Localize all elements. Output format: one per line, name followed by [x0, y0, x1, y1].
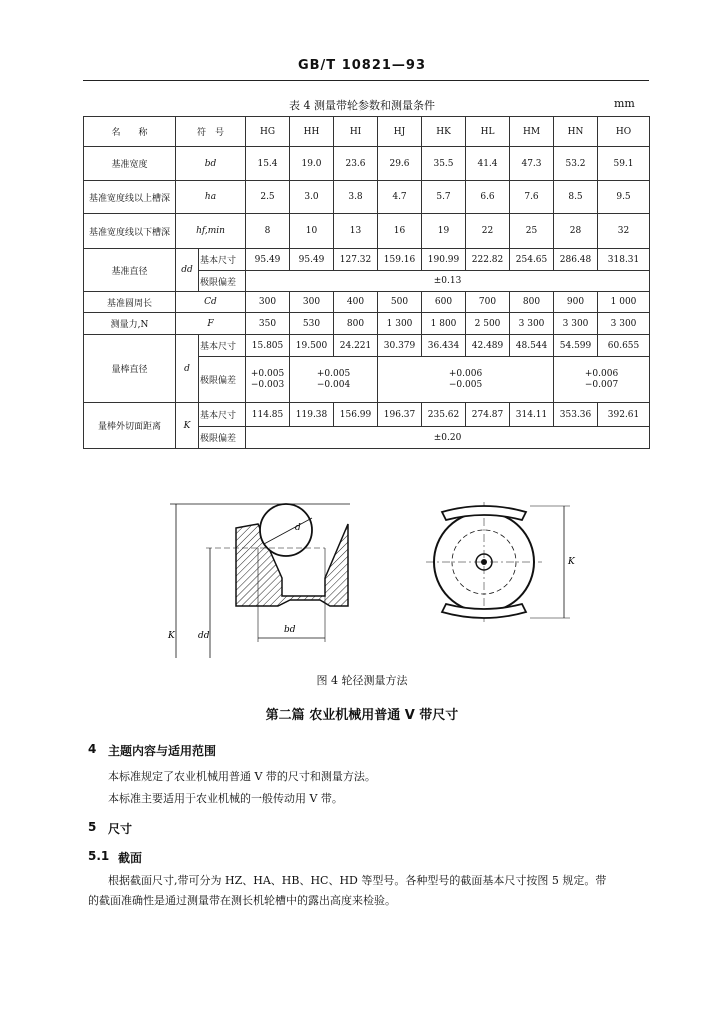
part-title: 第二篇 农业机械用普通 V 带尺寸 — [265, 708, 459, 723]
cell: 23.6 — [334, 147, 378, 181]
section-5-1-para-2: 的截面准确性是通过测量带在测长机轮槽中的露出高度来检验。 — [88, 894, 396, 907]
cell: 300 — [290, 292, 334, 313]
col-hj: HJ — [378, 117, 422, 147]
document-header: GB/T 10821—93 — [297, 58, 427, 73]
cell: 114.85 — [246, 403, 290, 427]
cell-tol — [554, 357, 650, 403]
cell: 353.36 — [554, 403, 598, 427]
cell: 3 300 — [554, 313, 598, 335]
cell: 119.38 — [290, 403, 334, 427]
cell: 15.4 — [246, 147, 290, 181]
label-d: d — [295, 523, 301, 533]
tol-upper: +0.005 — [250, 368, 285, 379]
cell: 59.1 — [598, 147, 650, 181]
cell: 15.805 — [246, 335, 290, 357]
cell: 2 500 — [466, 313, 510, 335]
cell: 235.62 — [422, 403, 466, 427]
sub-label-tol: 极限偏差 — [199, 427, 246, 449]
row-ha — [84, 181, 650, 214]
cell: 900 — [554, 292, 598, 313]
cell: 1 800 — [422, 313, 466, 335]
row-symbol: Cd — [176, 292, 246, 313]
tol-lower: −0.005 — [448, 379, 483, 390]
cell: 2.5 — [246, 181, 290, 214]
row-symbol: d — [176, 335, 199, 403]
sub-label-basic: 基本尺寸 — [199, 335, 246, 357]
cell: 600 — [422, 292, 466, 313]
row-symbol: F — [176, 313, 246, 335]
cell: 9.5 — [598, 181, 650, 214]
cell: 286.48 — [554, 249, 598, 271]
cell: 30.379 — [378, 335, 422, 357]
cell: 48.544 — [510, 335, 554, 357]
row-cd — [84, 292, 650, 313]
col-hn: HN — [554, 117, 598, 147]
row-dd-basic — [84, 249, 650, 271]
row-name: 基准宽度线以下槽深 — [84, 214, 176, 249]
section-4-number: 4 — [88, 742, 97, 756]
cell: 3.8 — [334, 181, 378, 214]
section-4-para-1: 本标准规定了农业机械用普通 V 带的尺寸和测量方法。 — [108, 770, 376, 783]
cell: 350 — [246, 313, 290, 335]
cell: 7.6 — [510, 181, 554, 214]
table-caption: 表 4 测量带轮参数和测量条件 — [289, 99, 435, 112]
header-rule — [83, 80, 649, 81]
header-symbol: 符 号 — [176, 117, 246, 147]
row-f — [84, 313, 650, 335]
sub-label-basic: 基本尺寸 — [199, 403, 246, 427]
sub-label-basic: 基本尺寸 — [199, 249, 246, 271]
cell: 16 — [378, 214, 422, 249]
row-name: 测量力,N — [84, 313, 176, 335]
cell: 32 — [598, 214, 650, 249]
cell: 3.0 — [290, 181, 334, 214]
measuring-rod — [260, 504, 312, 556]
row-symbol: ha — [176, 181, 246, 214]
cell: 41.4 — [466, 147, 510, 181]
section-4-para-2: 本标准主要适用于农业机械的一般传动用 V 带。 — [108, 792, 343, 805]
groove-section-view — [167, 504, 350, 658]
cell: 1 000 — [598, 292, 650, 313]
cell: 13 — [334, 214, 378, 249]
cell: 5.7 — [422, 181, 466, 214]
col-hk: HK — [422, 117, 466, 147]
parameter-table — [83, 116, 650, 449]
sub-label-tol: 极限偏差 — [199, 271, 246, 292]
cell: 8.5 — [554, 181, 598, 214]
tol-upper: +0.006 — [448, 368, 483, 379]
tol-upper: +0.006 — [584, 368, 619, 379]
tol-lower: −0.004 — [316, 379, 351, 390]
row-name: 基准直径 — [84, 249, 176, 292]
section-5-1-title: 截面 — [118, 851, 143, 865]
label-k-right: K — [568, 557, 575, 567]
section-5-title: 尺寸 — [108, 822, 133, 836]
cell: 314.11 — [510, 403, 554, 427]
tol-lower: −0.007 — [584, 379, 619, 390]
figure-caption: 图 4 轮径测量方法 — [316, 674, 408, 687]
row-name: 基准宽度 — [84, 147, 176, 181]
row-symbol: K — [176, 403, 199, 449]
table-header-row — [84, 117, 650, 147]
cell: 222.82 — [466, 249, 510, 271]
cell-tol — [290, 357, 378, 403]
cell-tol — [378, 357, 554, 403]
cell: 318.31 — [598, 249, 650, 271]
row-name: 量棒外切面距离 — [84, 403, 176, 449]
cell: 95.49 — [290, 249, 334, 271]
row-symbol: dd — [176, 249, 199, 292]
cell: 28 — [554, 214, 598, 249]
cell: 54.599 — [554, 335, 598, 357]
cell: 530 — [290, 313, 334, 335]
cell: 22 — [466, 214, 510, 249]
row-k-basic — [84, 403, 650, 427]
cell: 800 — [510, 292, 554, 313]
cell: 53.2 — [554, 147, 598, 181]
cell-tol: ±0.20 — [246, 427, 650, 449]
cell: 6.6 — [466, 181, 510, 214]
cell: 10 — [290, 214, 334, 249]
cell: 3 300 — [510, 313, 554, 335]
tol-upper: +0.005 — [316, 368, 351, 379]
cell-tol — [246, 357, 290, 403]
row-symbol: hf,min — [176, 214, 246, 249]
cell: 190.99 — [422, 249, 466, 271]
cell: 3 300 — [598, 313, 650, 335]
sub-label-tol: 极限偏差 — [199, 357, 246, 403]
row-bd — [84, 147, 650, 181]
row-name: 基准圆周长 — [84, 292, 176, 313]
cell: 400 — [334, 292, 378, 313]
table-unit: mm — [614, 97, 635, 110]
cell: 156.99 — [334, 403, 378, 427]
label-bd: bd — [284, 625, 296, 635]
col-hg: HG — [246, 117, 290, 147]
cell: 127.32 — [334, 249, 378, 271]
row-name: 量棒直径 — [84, 335, 176, 403]
col-hm: HM — [510, 117, 554, 147]
cell: 95.49 — [246, 249, 290, 271]
pulley-measurement-figure — [150, 478, 600, 678]
cell: 800 — [334, 313, 378, 335]
col-hl: HL — [466, 117, 510, 147]
col-hh: HH — [290, 117, 334, 147]
label-k-left: K — [168, 631, 175, 641]
section-4-title: 主题内容与适用范围 — [108, 744, 217, 758]
section-5-number: 5 — [88, 820, 97, 834]
row-d-basic — [84, 335, 650, 357]
cell: 19.500 — [290, 335, 334, 357]
cell: 42.489 — [466, 335, 510, 357]
cell: 29.6 — [378, 147, 422, 181]
tol-lower: −0.003 — [250, 379, 285, 390]
cell: 159.16 — [378, 249, 422, 271]
cell: 254.65 — [510, 249, 554, 271]
cell: 500 — [378, 292, 422, 313]
cell: 60.655 — [598, 335, 650, 357]
cell: 4.7 — [378, 181, 422, 214]
row-hf — [84, 214, 650, 249]
pulley-front-view — [426, 502, 576, 622]
cell: 47.3 — [510, 147, 554, 181]
header-name: 名 称 — [84, 117, 176, 147]
cell: 35.5 — [422, 147, 466, 181]
section-5-1-para-1: 根据截面尺寸,带可分为 HZ、HA、HB、HC、HD 等型号。各种型号的截面基本尺寸按图 5 规定。带 — [108, 874, 607, 887]
label-dd: dd — [198, 631, 210, 641]
col-hi: HI — [334, 117, 378, 147]
col-ho: HO — [598, 117, 650, 147]
cell: 300 — [246, 292, 290, 313]
cell: 25 — [510, 214, 554, 249]
cell: 19 — [422, 214, 466, 249]
section-5-1-number: 5.1 — [88, 849, 110, 863]
cell-tol: ±0.13 — [246, 271, 650, 292]
cell: 36.434 — [422, 335, 466, 357]
cell: 19.0 — [290, 147, 334, 181]
cell: 196.37 — [378, 403, 422, 427]
cell: 8 — [246, 214, 290, 249]
cell: 24.221 — [334, 335, 378, 357]
row-symbol: bd — [176, 147, 246, 181]
row-name: 基准宽度线以上槽深 — [84, 181, 176, 214]
cell: 700 — [466, 292, 510, 313]
cell: 274.87 — [466, 403, 510, 427]
cell: 1 300 — [378, 313, 422, 335]
cell: 392.61 — [598, 403, 650, 427]
